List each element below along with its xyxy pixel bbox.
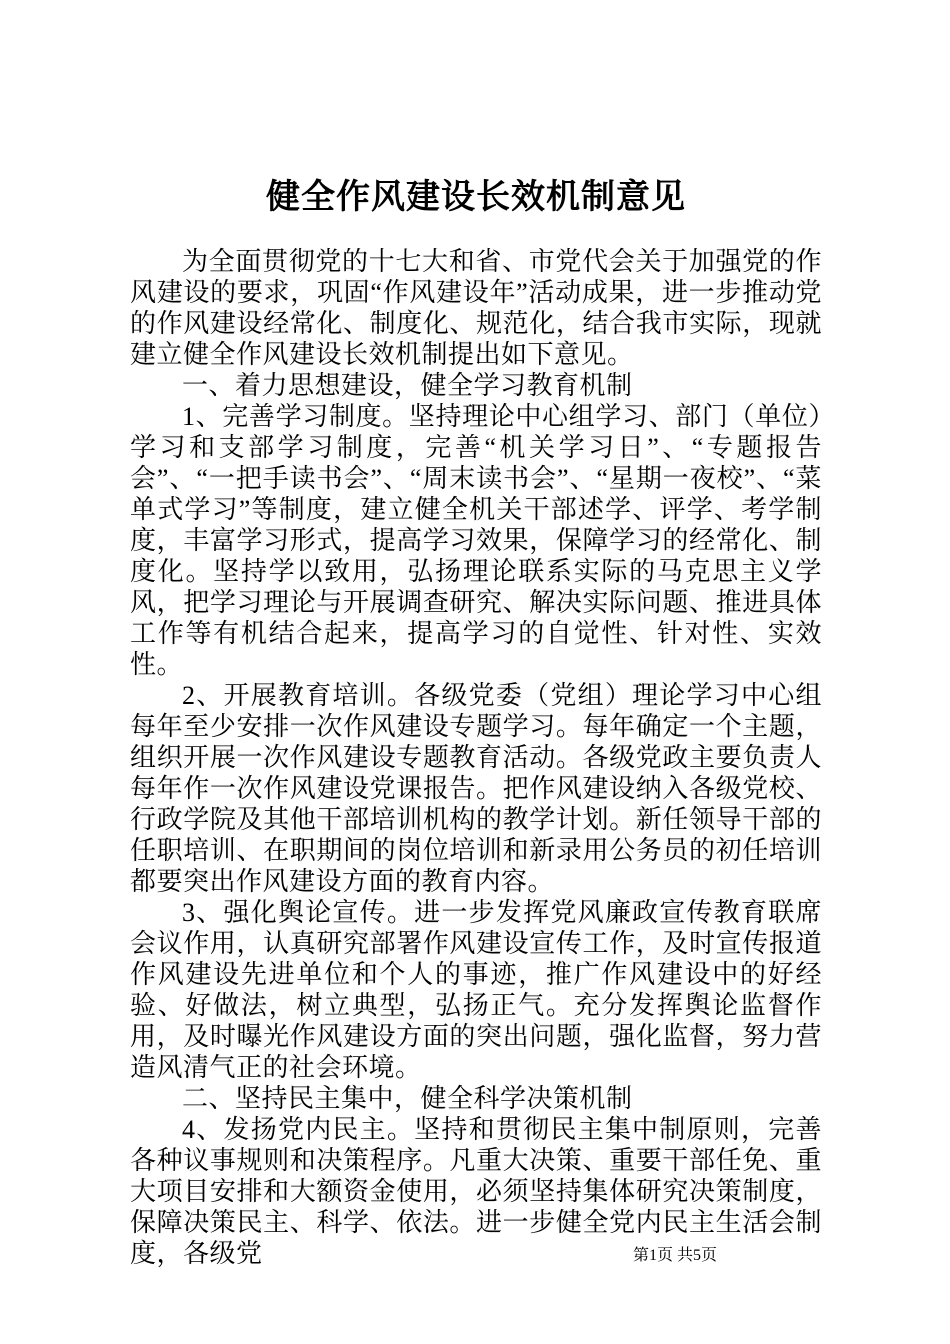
paragraph-intro: 为全面贯彻党的十七大和省、市党代会关于加强党的作风建设的要求，巩固“作风建设年”活动成果，进一步推动党的作风建设经常化、制度化、规范化，结合我市实际，现就建立健全作风建设长效机制提出如下意见。 (130, 247, 822, 369)
paragraph-item-3: 3、强化舆论宣传。进一步发挥党风廉政宣传教育联席会议作用，认真研究部署作风建设宣传工作，及时宣传报道作风建设先进单位和个人的事迹，推广作风建设中的好经验、好做法，树立典型，弘扬正气。充分发挥舆论监督作用，及时曝光作风建设方面的突出问题，强化监督，努力营造风清气正的社会环境。 (130, 898, 822, 1082)
heading-section-2: 二、坚持民主集中，健全科学决策机制 (182, 1084, 633, 1113)
document-content (130, 176, 822, 1269)
page-number-footer: 第1页 共5页 (632, 1247, 717, 1264)
paragraph-item-4: 4、发扬党内民主。坚持和贯彻民主集中制原则，完善各种议事规则和决策程序。凡重大决策、重要干部任免、重大项目安排和大额资金使用，必须坚持集体研究决策制度，保障决策民主、科学、依法。进一步健全党内民主生活会制度，各级党 (130, 1115, 822, 1268)
paragraph-item-1: 1、完善学习制度。坚持理论中心组学习、部门（单位）学习和支部学习制度，完善“机关学习日”、“专题报告会”、“一把手读书会”、“周末读书会”、“星期一夜校”、“菜单式学习”等制度，建立健全机关干部述学、评学、考学制度，丰富学习形式，提高学习效果，保障学习的经常化、制度化。坚持学以致用，弘扬理论联系实际的马克思主义学风，把学习理论与开展调查研究、解决实际问题、推进具体工作等有机结合起来，提高学习的自觉性、针对性、实效性。 (130, 402, 822, 679)
heading-section-1: 一、着力思想建设，健全学习教育机制 (182, 371, 633, 400)
document-title: 健全作风建设长效机制意见 (266, 179, 686, 216)
paragraph-item-2: 2、开展教育培训。各级党委（党组）理论学习中心组每年至少安排一次作风建设专题学习。每年确定一个主题，组织开展一次作风建设专题教育活动。各级党政主要负责人每年作一次作风建设党课报告。把作风建设纳入各级党校、行政学院及其他干部培训机构的教学计划。新任领导干部的任职培训、在职期间的岗位培训和新录用公务员的初任培训都要突出作风建设方面的教育内容。 (130, 681, 822, 896)
